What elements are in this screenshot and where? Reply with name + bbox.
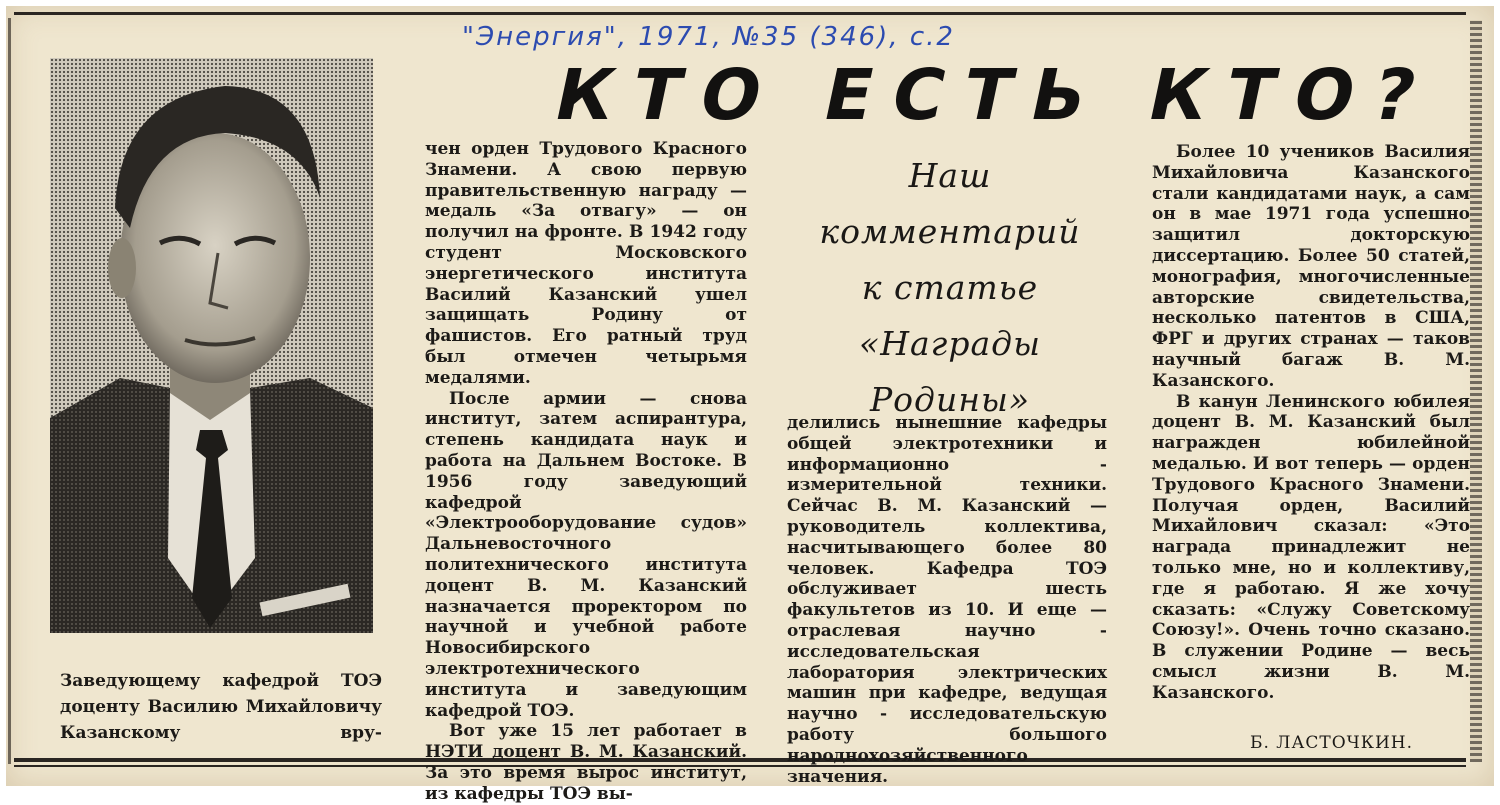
author-signature: Б. ЛАСТОЧКИН.: [1250, 733, 1413, 753]
left-edge: [8, 18, 11, 764]
comment-line: Наш: [908, 156, 992, 195]
editorial-comment-heading: [800, 148, 1100, 428]
comment-line: комментарий: [819, 212, 1081, 251]
paragraph: В канун Ленинского юбилея доцент В. М. Казанский был награжден юбилейной медалью. И вот теперь — орден Трудового Красного Знамени. Получая орден, Василий Михайлович сказал: «Это награда принадлежит не только мне, но и коллективу, где я работаю. Я же хочу сказать: «Служу Советскому Союзу!». Очень точно сказано. В служении Родине — весь смысл жизни В. М. Казанского.: [1152, 391, 1470, 703]
article-column-2: [787, 413, 1107, 787]
article-column-3: [1152, 142, 1470, 704]
comment-line: к статье: [861, 268, 1039, 307]
portrait-photo: [50, 58, 373, 633]
handwritten-source-note: "Энергия", 1971, №35 (346), с.2: [462, 22, 955, 52]
headline: КТО ЕСТЬ КТО?: [547, 54, 1444, 136]
article-column-1: [425, 139, 747, 805]
comment-line: Родины»: [869, 380, 1031, 419]
photo-caption: Заведующему кафедрой ТОЭ доценту Василию Михайловичу Казанскому вру-: [60, 671, 382, 743]
paragraph: После армии — снова институт, затем аспирантура, степень кандидата наук и работа на Дальнем Востоке. В 1956 году заведующий кафедрой «Электрооборудование судов» Дальневосточного политехнического института доцент В. М. Казанский назначается проректором по научной и учебной работе Новосибирского электротехнического института и заведующим кафедрой ТОЭ.: [425, 388, 747, 721]
paragraph: Более 10 учеников Василия Михайловича Казанского стали кандидатами наук, а сам он в мае 1971 года успешно защитил докторскую диссертацию. Более 50 статей, монография, многочисленные авторские свидетельства, несколько патентов в США, ФРГ и других странах — таков научный багаж В. М. Казанского.: [1152, 142, 1470, 391]
right-edge-perforation: [1470, 20, 1482, 762]
paragraph: Вот уже 15 лет работает в НЭТИ доцент В. М. Казанский. За это время вырос институт, из кафедры ТОЭ вы-: [425, 721, 747, 804]
paragraph: делились нынешние кафедры общей электротехники и информационно - измерительной техники. Сейчас В. М. Казанский — руководитель коллектива, насчитывающего более 80 человек. Кафедра ТОЭ обслуживает шесть факультетов из 10. И еще — отраслевая научно - исследовательская лаборатория электрических машин при кафедре, ведущая научно - исследовательскую работу большого народнохозяйственного значения.: [787, 413, 1107, 787]
paragraph: чен орден Трудового Красного Знамени. А свою первую правительственную награду — медаль «За отвагу» — он получил на фронте. В 1942 году студент Московского энергетического института Василий Казанский ушел защищать Родину от фашистов. Его ратный труд был отмечен четырьмя медалями.: [425, 139, 747, 388]
top-rule: [14, 12, 1466, 15]
comment-line: «Награды: [859, 324, 1041, 363]
